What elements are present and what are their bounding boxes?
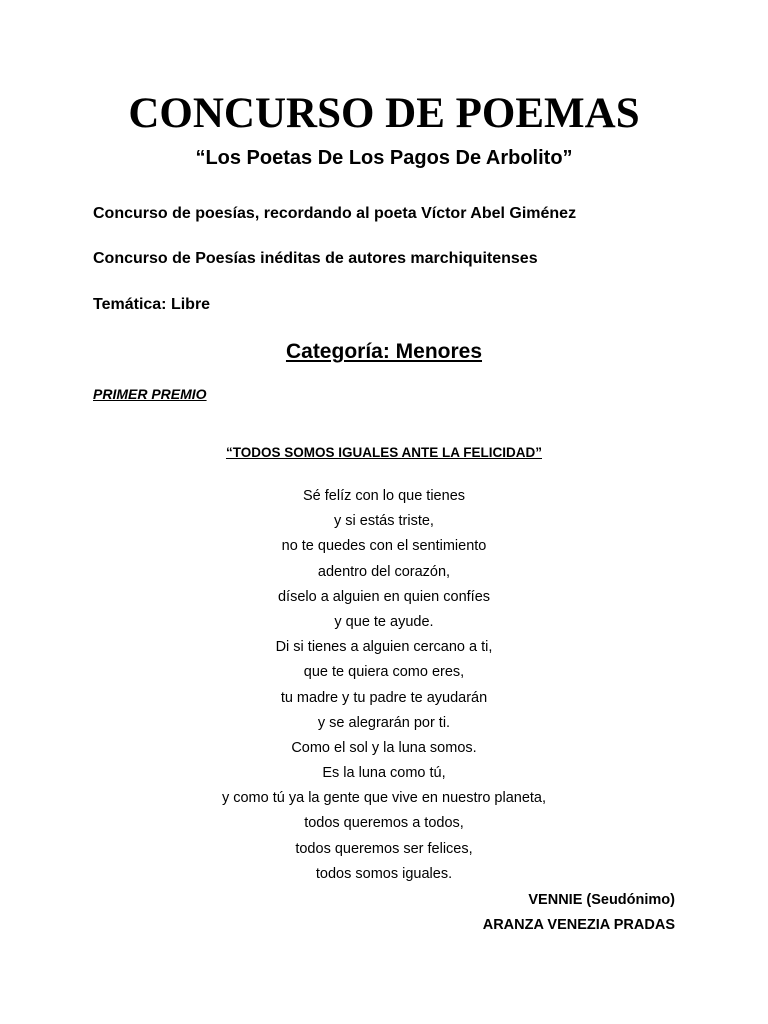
info-line-theme: Temática: Libre [93,296,211,313]
signature-pseudonym: VENNIE (Seudónimo) [528,892,675,908]
poem-line: no te quedes con el sentimiento [281,538,487,555]
page-title: CONCURSO DE POEMAS [128,90,640,137]
poem-line: adentro del corazón, [317,563,451,580]
poem-line: y si estás triste, [334,513,434,530]
poem-line: y que te ayude. [334,613,434,630]
poem-line: y se alegrarán por ti. [317,714,451,731]
poem-title: “TODOS SOMOS IGUALES ANTE LA FELICIDAD” [225,445,542,460]
poem-line: todos queremos ser felices, [295,840,473,857]
category-heading: Categoría: Menores [285,340,483,363]
info-line-unpublished: Concurso de Poesías inéditas de autores marchiquitenses [93,250,538,267]
poem-body [0,484,768,887]
poem-line: y como tú ya la gente que vive en nuestro planeta, [221,790,547,807]
prize-label: PRIMER PREMIO [93,386,207,402]
poem-line: tu madre y tu padre te ayudarán [280,689,488,706]
poem-line: que te quiera como eres, [303,664,465,681]
poem-line: Es la luna como tú, [322,765,446,782]
poem-line: Como el sol y la luna somos. [291,739,477,756]
poem-line: Di si tienes a alguien cercano a ti, [275,639,493,656]
poem-line: todos somos iguales. [315,865,453,882]
page-subtitle: “Los Poetas De Los Pagos De Arbolito” [195,147,573,169]
poem-line: Sé felíz con lo que tienes [302,488,466,504]
poem-line: todos queremos a todos, [304,815,464,832]
poem-line: díselo a alguien en quien confíes [277,588,491,605]
info-line-homage: Concurso de poesías, recordando al poeta Víctor Abel Giménez [93,205,577,222]
signature-author: ARANZA VENEZIA PRADAS [482,917,675,933]
